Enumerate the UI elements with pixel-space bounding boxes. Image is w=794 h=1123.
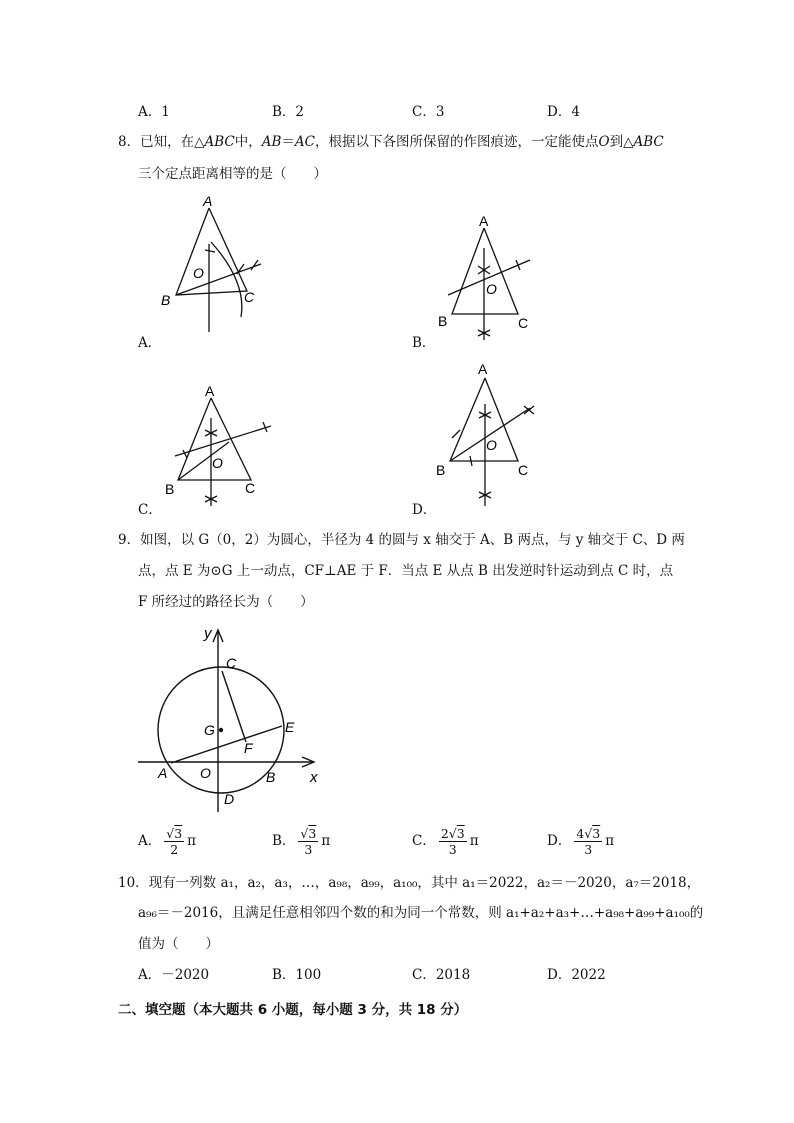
q9-label-g: G (204, 722, 215, 738)
q9-option-b-pi: π (321, 833, 331, 849)
q7-option-b: B．2 (272, 104, 305, 120)
q8-number: 8． (118, 134, 141, 150)
q9-option-d (547, 826, 614, 857)
q9-option-b-label: B． (272, 833, 296, 849)
q10-option-c: C．2018 (412, 967, 471, 983)
q8-text-d: 到△ (609, 134, 634, 150)
q9-option-d-den: 3 (584, 842, 593, 857)
q7-option-d: D．4 (547, 104, 580, 120)
q10-option-d: D．2022 (547, 967, 606, 983)
q9-option-d-coef: 4 (576, 826, 585, 841)
q8-figure-a (155, 192, 275, 352)
q8-abc2: ABC (633, 134, 664, 150)
q9-label-d: D (224, 791, 235, 807)
q9-option-a-den: 2 (170, 842, 179, 857)
q8-option-b-label: B． (412, 335, 436, 351)
q8-o: O (598, 134, 610, 150)
q9-label-f: F (244, 740, 253, 756)
q10-stem-line3: 值为（ ） (138, 936, 219, 952)
q9-option-a-fraction: $\frac{√3}{2}$ (166, 826, 183, 857)
q9-label-b: B (266, 769, 276, 785)
fig-a-label-c: C (244, 289, 255, 305)
q9-option-d-label: D． (547, 833, 572, 849)
q9-label-y: y (204, 625, 212, 642)
q10-line1-text: 现有一列数 a₁，a₂，a₃，…，a₉₈，a₉₉，a₁₀₀，其中 a₁＝2022，a₂＝－2020，a₇＝2018， (148, 875, 701, 891)
fig-d-label-c: C (518, 462, 529, 478)
q8-ab: AB (261, 134, 282, 150)
fig-d-label-o: O (486, 437, 497, 453)
fig-c-label-b: B (165, 481, 175, 497)
fig-c-label-c: C (245, 480, 256, 496)
q9-label-c: C (226, 655, 237, 671)
q7-option-c: C．3 (412, 104, 445, 120)
q8-ac: AC (294, 134, 315, 150)
q9-stem-line3: F 所经过的路径长为（ ） (138, 594, 314, 610)
fig-c-label-a: A (205, 383, 215, 399)
section-2-heading: 二、填空题（本大题共 6 小题，每小题 3 分，共 18 分） (118, 1002, 468, 1018)
q8-figure-c (155, 378, 280, 513)
q8-option-d-label: D． (412, 502, 437, 518)
fig-a-label-o: O (193, 265, 204, 281)
q7-option-a: A．1 (138, 104, 170, 120)
q8-option-a-label: A． (138, 335, 162, 351)
q9-option-b-fraction: $\frac{√3}{3}$ (300, 826, 317, 857)
q9-number: 9． (118, 532, 141, 548)
q10-stem-line2: a₉₆＝－2016，且满足任意相邻四个数的和为同一个常数，则 a₁+a₂+a₃+…+a₉₈+a₉₉+a₁₀₀的 (138, 905, 704, 921)
q9-option-c-label: C． (412, 833, 436, 849)
q9-option-c-coef: 2 (440, 826, 449, 841)
q9-label-e: E (285, 719, 295, 735)
q8-stem-line2: 三个定点距离相等的是（ ） (138, 166, 327, 182)
q9-option-c-root: 3 (456, 826, 465, 841)
q9-option-a (138, 826, 196, 857)
q9-option-b (272, 826, 330, 857)
q9-option-d-pi: π (605, 833, 615, 849)
q10-number: 10． (118, 875, 149, 891)
q8-figure-b (430, 208, 550, 348)
q9-option-d-fraction: $\frac{4√3}{3}$ (576, 826, 601, 857)
q9-label-o: O (200, 765, 211, 781)
q9-label-x: x (310, 769, 318, 786)
q8-text-c: ，根据以下各图所保留的作图痕迹，一定能使点 (315, 134, 599, 150)
fig-d-label-b: B (436, 462, 446, 478)
q9-option-b-den: 3 (304, 842, 313, 857)
q8-text-b: 中， (234, 134, 262, 150)
q9-option-c (412, 826, 479, 857)
q8-figure-d (430, 358, 550, 518)
q10-option-b: B．100 (272, 967, 322, 983)
q8-option-c-label: C． (138, 502, 162, 518)
q8-abc: ABC (204, 134, 235, 150)
q9-line1-text: 如图，以 G（0，2）为圆心，半径为 4 的圆与 x 轴交于 A、B 两点，与 y 轴交于 C、D 两 (140, 532, 685, 548)
q9-stem-line2: 点，点 E 为⊙G 上一动点，CF⊥AE 于 F．当点 E 从点 B 出发逆时针运动到点 C 时，点 (138, 563, 674, 579)
q9-option-d-root: 3 (592, 826, 601, 841)
q9-option-c-pi: π (469, 833, 479, 849)
fig-b-label-b: B (438, 313, 448, 329)
fig-b-label-o: O (486, 281, 497, 297)
q10-stem-line1 (118, 873, 700, 893)
q9-option-c-den: 3 (448, 842, 457, 857)
fig-b-label-a: A (479, 213, 489, 229)
q9-label-a: A (158, 765, 168, 781)
q9-option-c-fraction: $\frac{2√3}{3}$ (440, 826, 465, 857)
q9-option-a-pi: π (187, 833, 197, 849)
fig-a-label-a: A (203, 193, 213, 209)
fig-c-label-o: O (212, 455, 223, 471)
q8-text-a: 已知，在△ (140, 134, 205, 150)
q9-figure (130, 620, 330, 820)
q9-stem-line1 (118, 530, 685, 550)
q8-eq: ＝ (281, 134, 295, 150)
q9-option-b-root: 3 (308, 826, 317, 841)
q9-option-a-label: A． (138, 833, 162, 849)
fig-b-label-c: C (518, 315, 529, 331)
fig-a-label-b: B (161, 292, 171, 308)
q8-stem-line1 (118, 132, 664, 152)
fig-d-label-a: A (478, 361, 488, 377)
q10-option-a: A．－2020 (138, 967, 210, 983)
q9-option-a-root: 3 (174, 826, 183, 841)
